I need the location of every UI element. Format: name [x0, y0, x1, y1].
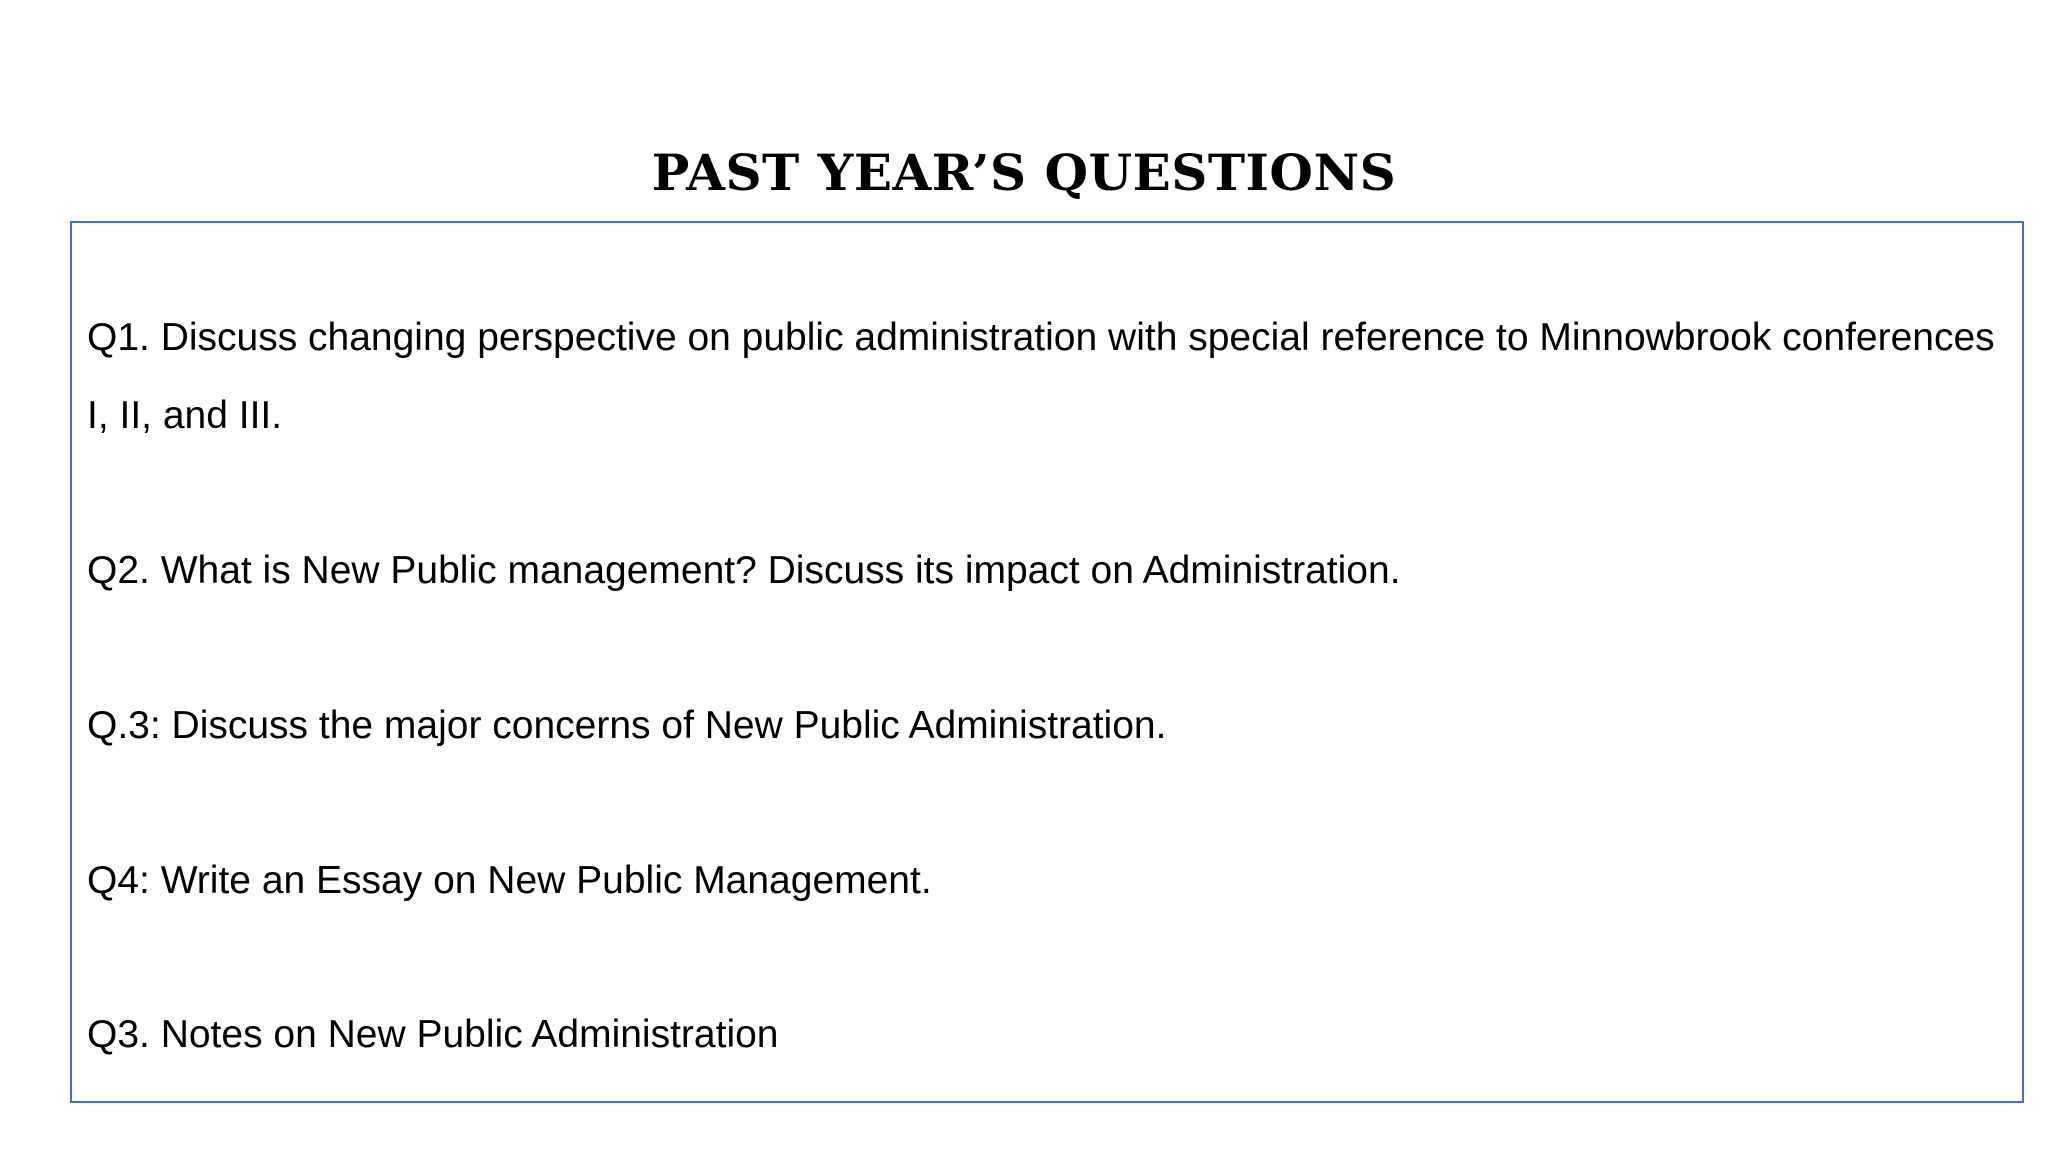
question-item-2: Q2. What is New Public management? Discuss its impact on Administration. [87, 549, 1401, 592]
questions-box [70, 221, 2024, 1103]
question-item-5: Q3. Notes on New Public Administration [87, 1013, 779, 1056]
question-item-3: Q.3: Discuss the major concerns of New Public Administration. [87, 704, 1167, 747]
question-item-4: Q4: Write an Essay on New Public Management. [87, 859, 932, 902]
page-title: PAST YEAR’S QUESTIONS [651, 143, 1397, 202]
question-item-1: Q1. Discuss changing perspective on public administration with special reference to Minnowbrook conferences I, II, and III. [87, 316, 1995, 437]
